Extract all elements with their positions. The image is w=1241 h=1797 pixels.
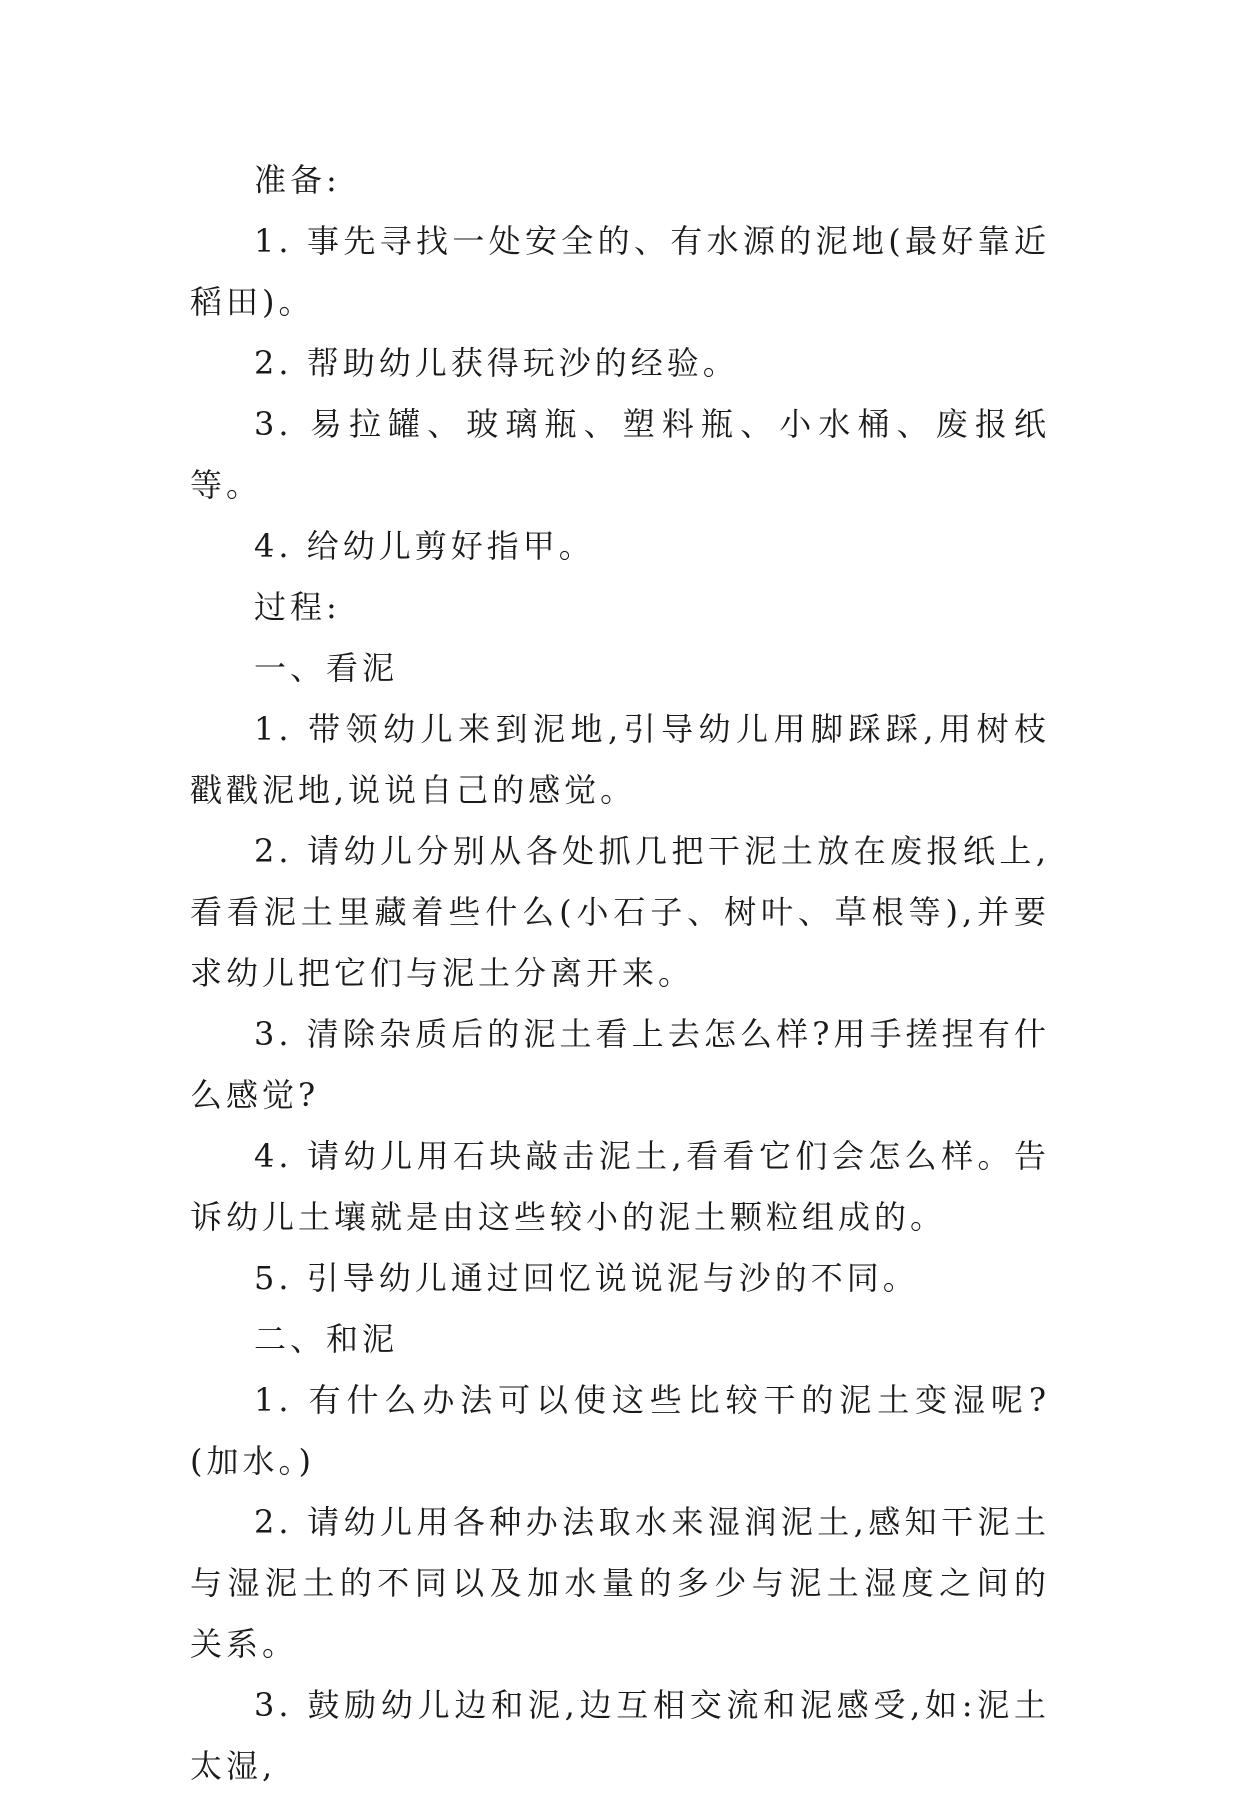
paragraph-prep-2: 2. 帮助幼儿获得玩沙的经验。: [254, 344, 739, 382]
paragraph-prep-1: 1. 事先寻找一处安全的、有水源的泥地(最好靠近稻田)。: [190, 222, 1050, 321]
paragraph-prep-3: 3. 易拉罐、玻璃瓶、塑料瓶、小水桶、废报纸等。: [190, 405, 1050, 504]
paragraph-prep-4: 4. 给幼儿剪好指甲。: [254, 527, 595, 565]
paragraph-mix-1: 1. 有什么办法可以使这些比较干的泥土变湿呢?(加水。): [190, 1381, 1050, 1480]
document-body: [190, 150, 1050, 1797]
paragraph-mix-2: 2. 请幼儿用各种办法取水来湿润泥土,感知干泥土与湿泥土的不同以及加水量的多少与泥土湿度之间的关系。: [190, 1503, 1050, 1663]
section-heading-preparation: 准备:: [254, 161, 341, 199]
paragraph-look-2: 2. 请幼儿分别从各处抓几把干泥土放在废报纸上,看看泥土里藏着些什么(小石子、树叶、草根等),并要求幼儿把它们与泥土分离开来。: [190, 832, 1050, 992]
paragraph-look-5: 5. 引导幼儿通过回忆说说泥与沙的不同。: [254, 1259, 919, 1297]
paragraph-look-4: 4. 请幼儿用石块敲击泥土,看看它们会怎么样。告诉幼儿土壤就是由这些较小的泥土颗粒组成的。: [190, 1137, 1050, 1236]
paragraph-mix-3: 3. 鼓励幼儿边和泥,边互相交流和泥感受,如:泥土太湿,: [190, 1686, 1050, 1785]
paragraph-look-1: 1. 带领幼儿来到泥地,引导幼儿用脚踩踩,用树枝戳戳泥地,说说自己的感觉。: [190, 710, 1050, 809]
subsection-heading-mix-mud: 二、和泥: [254, 1320, 399, 1358]
subsection-heading-look-mud: 一、看泥: [254, 649, 399, 687]
paragraph-look-3: 3. 清除杂质后的泥土看上去怎么样?用手搓捏有什么感觉?: [190, 1015, 1050, 1114]
section-heading-process: 过程:: [254, 588, 341, 626]
